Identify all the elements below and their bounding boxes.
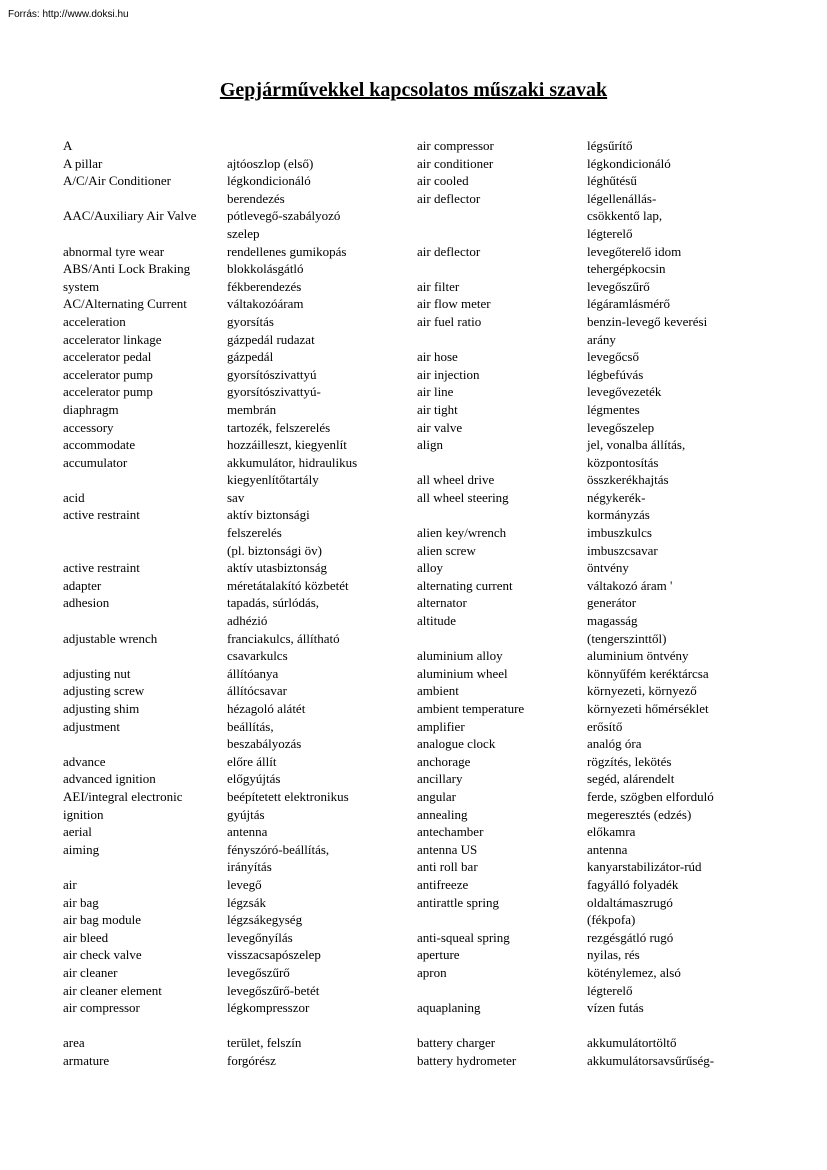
term-line: levegőszelep (587, 419, 655, 435)
term-line: system (63, 278, 100, 294)
term-line: ABS/Anti Lock Braking (63, 261, 191, 277)
term-line: tapadás, súrlódás, (227, 595, 320, 611)
term-line: AEI/integral electronic (63, 788, 183, 804)
term-line: (pl. biztonsági öv) (227, 542, 322, 558)
term-line: hézagoló alátét (227, 701, 306, 716)
term-line (587, 1017, 714, 1035)
term-line: ambient (417, 683, 459, 699)
term-line: váltakozóáram (227, 296, 304, 312)
term-line: A/C/Air Conditioner (63, 173, 171, 189)
term-line (417, 331, 524, 349)
term-line: előgyújtás (227, 771, 281, 787)
term-line: rezgésgátló rugó (587, 929, 674, 945)
term-line: tartozék, felszerelés (227, 419, 331, 435)
term-line: csavarkulcs (227, 648, 288, 664)
term-line: levegőszűrő (587, 278, 650, 294)
term-line: levegővezeték (587, 384, 662, 400)
term-line: air compressor (417, 138, 494, 153)
term-line: anchorage (417, 753, 471, 769)
column-hungarian-1 (227, 137, 357, 1069)
term-line: analóg óra (587, 736, 642, 752)
term-line: air bag module (63, 912, 141, 928)
term-line: analogue clock (417, 736, 496, 752)
term-line: kanyarstabilizátor-rúd (587, 859, 702, 875)
term-line: légáramlásmérő (587, 296, 671, 312)
term-line: generátor (587, 595, 637, 611)
term-line: air line (417, 384, 454, 400)
term-line: imbuszkulcs (587, 525, 652, 541)
term-line: AAC/Auxiliary Air Valve (63, 208, 197, 224)
term-line: légellenállás- (587, 190, 657, 206)
term-line: léghűtésű (587, 173, 637, 189)
term-line: air cooled (417, 173, 469, 189)
term-line: környezeti hőmérséklet (587, 701, 709, 716)
term-line: altitude (417, 613, 456, 629)
term-line: légkondicionáló (227, 173, 311, 189)
term-line: air hose (417, 349, 458, 365)
term-line: kormányzás (587, 507, 650, 523)
term-line: accelerator pump (63, 384, 153, 400)
term-line: align (417, 437, 443, 453)
term-line: légmentes (587, 401, 640, 417)
term-line: accelerator pedal (63, 349, 152, 365)
term-line: area (63, 1035, 85, 1051)
term-line: nyilas, rés (587, 947, 640, 963)
term-line: anti-squeal spring (417, 929, 510, 945)
term-line: active restraint (63, 507, 140, 523)
term-line: aperture (417, 947, 460, 963)
term-line (417, 1017, 524, 1035)
term-line (227, 137, 357, 155)
term-line: air valve (417, 419, 463, 435)
term-line: hozzáilleszt, kiegyenlít (227, 437, 347, 453)
term-line (417, 207, 524, 225)
term-line: adjustable wrench (63, 630, 158, 646)
term-line: megeresztés (edzés) (587, 806, 692, 822)
term-line: alloy (417, 560, 443, 576)
term-line: adhézió (227, 613, 268, 629)
term-line: gyorsítószivattyú (227, 366, 317, 382)
term-line: air compressor (63, 1000, 140, 1016)
term-line: állítóanya (227, 665, 279, 681)
term-line: gázpedál rudazat (227, 331, 315, 347)
term-line: levegőnyílás (227, 929, 293, 945)
column-english-2 (417, 137, 524, 1069)
term-line: központosítás (587, 454, 659, 470)
term-line: abnormal tyre wear (63, 243, 165, 259)
term-line: accelerator linkage (63, 331, 162, 347)
term-line: légkompresszor (227, 1000, 310, 1016)
term-line: battery charger (417, 1035, 496, 1051)
term-line: (fékpofa) (587, 912, 636, 928)
term-line: air deflector (417, 243, 481, 259)
term-line (63, 542, 196, 560)
term-line: battery hydrometer (417, 1052, 517, 1068)
term-line: antifreeze (417, 876, 469, 892)
term-line: aerial (63, 824, 92, 840)
column-english-1 (63, 137, 196, 1069)
term-line: kiegyenlítőtartály (227, 472, 319, 488)
term-line: irányítás (227, 859, 272, 875)
term-line: adjusting nut (63, 665, 131, 681)
term-line: levegőterelő idom (587, 243, 682, 259)
term-line: air conditioner (417, 155, 494, 171)
term-line: erősítő (587, 718, 623, 734)
source-label: Forrás: http://www.doksi.hu (8, 9, 129, 20)
term-line: diaphragm (63, 401, 119, 417)
term-line: blokkolásgátló (227, 261, 304, 277)
term-line: antenna US (417, 841, 478, 857)
term-line: accelerator pump (63, 366, 153, 382)
term-line (63, 647, 196, 665)
term-line: sav (227, 489, 245, 505)
term-line: adhesion (63, 595, 110, 611)
term-line: aktív biztonsági (227, 507, 310, 523)
term-line: air check valve (63, 947, 142, 963)
term-line: adapter (63, 577, 102, 593)
term-line: beépítetett elektronikus (227, 788, 349, 804)
term-line: légzsák (227, 894, 266, 910)
term-line: adjusting shim (63, 701, 140, 716)
term-line (417, 982, 524, 1000)
term-line: AC/Alternating Current (63, 296, 187, 312)
term-line: air injection (417, 366, 480, 382)
term-line: ferde, szögben elforduló (587, 788, 714, 804)
term-line (63, 735, 196, 753)
term-line: alternator (417, 595, 467, 611)
term-line (63, 190, 196, 208)
term-line: összkerékhajtás (587, 472, 669, 488)
term-line: air cleaner element (63, 982, 162, 998)
term-line: alien key/wrench (417, 525, 507, 541)
term-line (417, 260, 524, 278)
term-line: armature (63, 1052, 110, 1068)
term-line: terület, felszín (227, 1035, 302, 1051)
term-line (417, 506, 524, 524)
term-line: accumulator (63, 454, 128, 470)
term-line: előkamra (587, 824, 636, 840)
term-line: angular (417, 788, 456, 804)
term-line: légsűrítő (587, 138, 633, 153)
term-line: air tight (417, 401, 458, 417)
term-line: membrán (227, 401, 277, 417)
term-line: szelep (227, 225, 260, 241)
term-line: A pillar (63, 155, 103, 171)
term-line: active restraint (63, 560, 140, 576)
term-line: aiming (63, 841, 100, 857)
term-line (417, 454, 524, 472)
term-line: köténylemez, alsó (587, 964, 681, 980)
term-line: air (63, 876, 77, 892)
term-line: állítócsavar (227, 683, 287, 699)
term-line: advanced ignition (63, 771, 156, 787)
term-line: beszabályozás (227, 736, 302, 752)
term-line (417, 911, 524, 929)
term-line: air filter (417, 278, 460, 294)
term-line: antenna (587, 841, 628, 857)
term-line: aluminium alloy (417, 648, 503, 664)
term-line: adjustment (63, 718, 121, 734)
term-line: oldaltámaszrugó (587, 894, 673, 910)
term-line: accessory (63, 419, 114, 435)
term-line: csökkentő lap, (587, 208, 663, 224)
term-line: méretátalakító közbetét (227, 577, 349, 593)
term-line: amplifier (417, 718, 465, 734)
term-line: légzsákegység (227, 912, 303, 928)
term-line: segéd, alárendelt (587, 771, 675, 787)
term-line: gyorsítás (227, 313, 274, 329)
term-line: beállítás, (227, 718, 274, 734)
term-line (417, 630, 524, 648)
term-line: környezeti, környező (587, 683, 697, 699)
term-line: anti roll bar (417, 859, 478, 875)
term-line: fényszóró-beállítás, (227, 841, 330, 857)
term-line (63, 612, 196, 630)
term-line: accommodate (63, 437, 136, 453)
term-line: acceleration (63, 313, 126, 329)
term-line: tehergépkocsin (587, 261, 666, 277)
term-line: adjusting screw (63, 683, 145, 699)
term-line: gyorsítószivattyú- (227, 384, 321, 400)
term-line: jel, vonalba állítás, (587, 437, 686, 453)
term-line: vízen futás (587, 1000, 644, 1016)
term-line: fékberendezés (227, 278, 302, 294)
term-line: akkumulátor, hidraulikus (227, 454, 358, 470)
term-line: rögzítés, lekötés (587, 753, 672, 769)
term-line: air cleaner (63, 964, 118, 980)
term-line: berendezés (227, 190, 285, 206)
term-line: rendellenes gumikopás (227, 243, 347, 259)
term-line: könnyűfém keréktárcsa (587, 665, 709, 681)
term-line: air bag (63, 894, 99, 910)
term-line: levegőszűrő (227, 964, 290, 980)
term-line: air fuel ratio (417, 313, 482, 329)
term-line (63, 858, 196, 876)
term-line: aktív utasbiztonság (227, 560, 328, 576)
term-line: air bleed (63, 929, 109, 945)
term-line: gyújtás (227, 806, 265, 822)
term-line: imbuszcsavar (587, 542, 658, 558)
term-line: all wheel drive (417, 472, 495, 488)
term-line: magasság (587, 613, 638, 629)
term-line: antechamber (417, 824, 484, 840)
term-line: akkumulátortöltő (587, 1035, 677, 1051)
term-line: aquaplaning (417, 1000, 481, 1016)
term-line: forgórész (227, 1052, 276, 1068)
term-line (63, 524, 196, 542)
term-line: légbefúvás (587, 366, 644, 382)
term-line (63, 1017, 196, 1035)
term-line: A (63, 138, 73, 153)
term-line: pótlevegő-szabályozó (227, 208, 341, 224)
term-line: antirattle spring (417, 894, 499, 910)
term-line: ambient temperature (417, 701, 525, 716)
term-line: váltakozó áram ' (587, 577, 673, 593)
term-line: levegőcső (587, 349, 639, 365)
column-hungarian-2 (587, 137, 714, 1069)
term-line: acid (63, 489, 85, 505)
page-title: Gepjárművekkel kapcsolatos műszaki szavak (219, 79, 608, 101)
term-line: fagyálló folyadék (587, 876, 679, 892)
term-line: antenna (227, 824, 268, 840)
term-line: légterelő (587, 982, 633, 998)
term-line: apron (417, 964, 447, 980)
term-line: annealing (417, 806, 468, 822)
term-line: gázpedál (227, 349, 274, 365)
term-line: franciakulcs, állítható (227, 630, 340, 646)
term-line: benzin-levegő keverési (587, 313, 708, 329)
term-line: ancillary (417, 771, 463, 787)
term-line: öntvény (587, 560, 629, 576)
term-line: felszerelés (227, 525, 282, 541)
term-line: négykerék- (587, 489, 646, 505)
term-line: ignition (63, 806, 104, 822)
term-line: légterelő (587, 225, 633, 241)
term-line (63, 225, 196, 243)
term-line: all wheel steering (417, 489, 509, 505)
term-line: levegő (227, 876, 262, 892)
term-line: aluminium öntvény (587, 648, 689, 664)
term-line (417, 225, 524, 243)
term-line: ajtóoszlop (első) (227, 155, 314, 171)
term-line: előre állít (227, 753, 277, 769)
term-line: akkumulátorsavsűrűség- (587, 1052, 715, 1068)
term-line: légkondicionáló (587, 155, 671, 171)
term-line (63, 471, 196, 489)
term-line: air deflector (417, 190, 481, 206)
term-line: aluminium wheel (417, 665, 508, 681)
term-line: air flow meter (417, 296, 491, 312)
term-line (227, 1017, 357, 1035)
term-line: advance (63, 753, 106, 769)
term-line: levegőszűrő-betét (227, 982, 320, 998)
term-line: visszacsapószelep (227, 947, 321, 963)
term-line: alien screw (417, 542, 476, 558)
term-line: arány (587, 331, 616, 347)
term-line: alternating current (417, 577, 513, 593)
term-line: (tengerszinttől) (587, 630, 667, 646)
